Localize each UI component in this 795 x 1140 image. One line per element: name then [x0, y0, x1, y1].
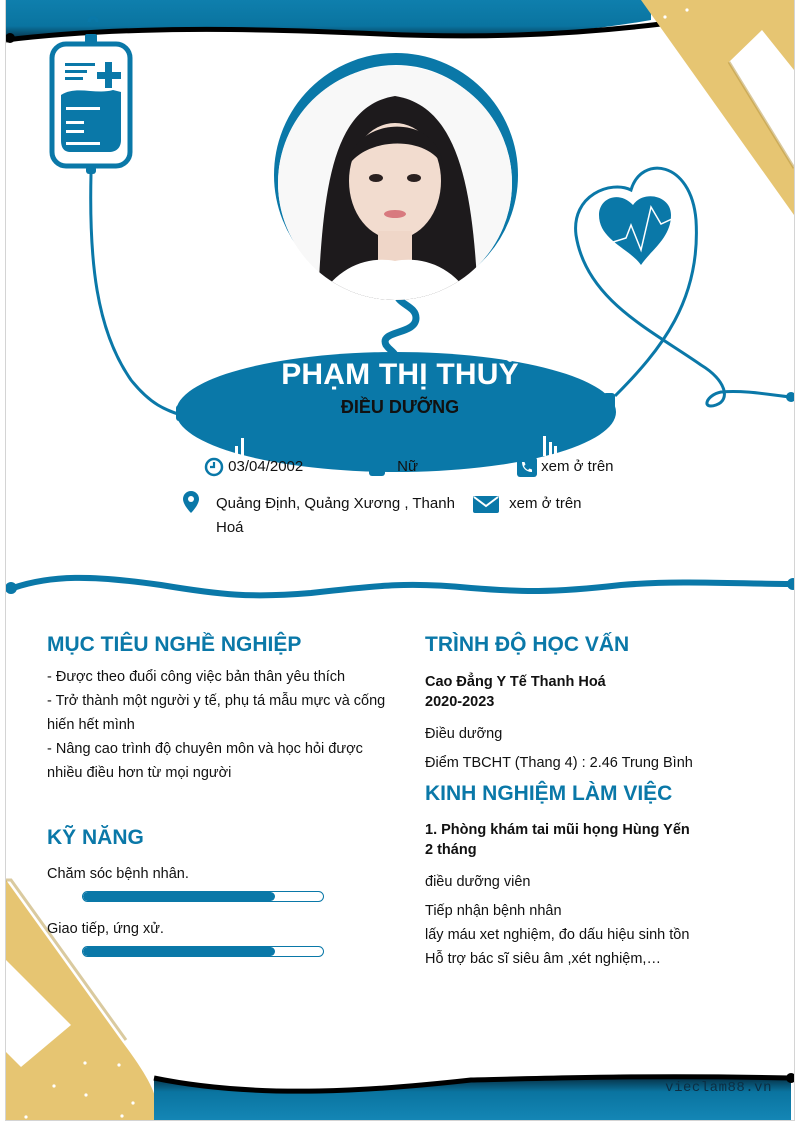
objective-line: nhiều điều hơn từ mọi người	[47, 765, 232, 781]
avatar-illustration	[278, 66, 512, 300]
objective-line: - Được theo đuổi công việc bản thân yêu thích	[47, 669, 346, 685]
candidate-name: PHẠM THỊ THUỲ	[281, 358, 519, 391]
experience-title: KINH NGHIỆM LÀM VIỆC	[425, 782, 673, 805]
candidate-role: ĐIỀU DƯỠNG	[340, 397, 460, 417]
objective-line: - Nâng cao trình độ chuyên môn và học hỏi được	[47, 741, 363, 757]
education-period: 2020-2023	[425, 694, 495, 710]
skill-bar-fill	[83, 892, 275, 901]
iv-bag-icon	[52, 18, 130, 175]
gender-field	[369, 455, 418, 479]
skills-title: KỸ NĂNG	[47, 826, 144, 849]
phone-value: xem ở trên	[541, 458, 614, 475]
watermark: vieclam88.vn	[665, 1080, 772, 1096]
experience-company: 1. Phòng khám tai mũi họng Hùng Yến	[425, 822, 690, 838]
skill-bar	[82, 946, 324, 957]
skill-bar-fill	[83, 947, 275, 956]
phone-field	[517, 455, 614, 479]
email-field	[473, 492, 582, 516]
education-gpa: Điểm TBCHT (Thang 4) : 2.46 Trung Bình	[425, 755, 693, 771]
birthday-value: 03/04/2002	[228, 458, 304, 475]
location-pin-icon	[183, 491, 199, 515]
gender-value: Nữ	[397, 458, 419, 475]
birthday-field	[204, 455, 303, 479]
education-major: Điều dưỡng	[425, 726, 503, 742]
experience-task: lấy máu xet nghiệm, đo dấu hiệu sinh tồn	[425, 927, 690, 943]
address-line-2: Hoá	[216, 519, 244, 536]
skill-label: Chăm sóc bệnh nhân.	[47, 866, 189, 882]
education-school: Cao Đẳng Y Tế Thanh Hoá	[425, 674, 606, 690]
objective-line: hiến hết mình	[47, 717, 135, 733]
experience-tasks	[425, 899, 689, 971]
phone-icon	[517, 457, 537, 477]
gender-icon	[369, 464, 385, 476]
experience-task: Hỗ trợ bác sĩ siêu âm ,xét nghiệm,…	[425, 951, 661, 967]
envelope-icon	[473, 494, 499, 514]
education-title: TRÌNH ĐỘ HỌC VẤN	[425, 633, 630, 656]
profile-photo	[278, 66, 512, 300]
skill-label: Giao tiếp, ứng xử.	[47, 921, 164, 937]
address-field	[216, 492, 466, 540]
address-line-1: Quảng Định, Quảng Xương , Thanh	[216, 495, 455, 512]
objective-line: - Trở thành một người y tế, phụ tá mẫu mực và cống	[47, 693, 386, 709]
objective-title: MỤC TIÊU NGHỀ NGHIỆP	[47, 633, 302, 656]
experience-task: Tiếp nhận bệnh nhân	[425, 903, 562, 919]
clock-icon	[204, 457, 224, 477]
objective-content	[47, 665, 397, 785]
skill-bar	[82, 891, 324, 902]
cv-page	[5, 0, 795, 1121]
email-value: xem ở trên	[509, 495, 582, 512]
experience-position: điều dưỡng viên	[425, 874, 531, 890]
experience-duration: 2 tháng	[425, 842, 477, 858]
